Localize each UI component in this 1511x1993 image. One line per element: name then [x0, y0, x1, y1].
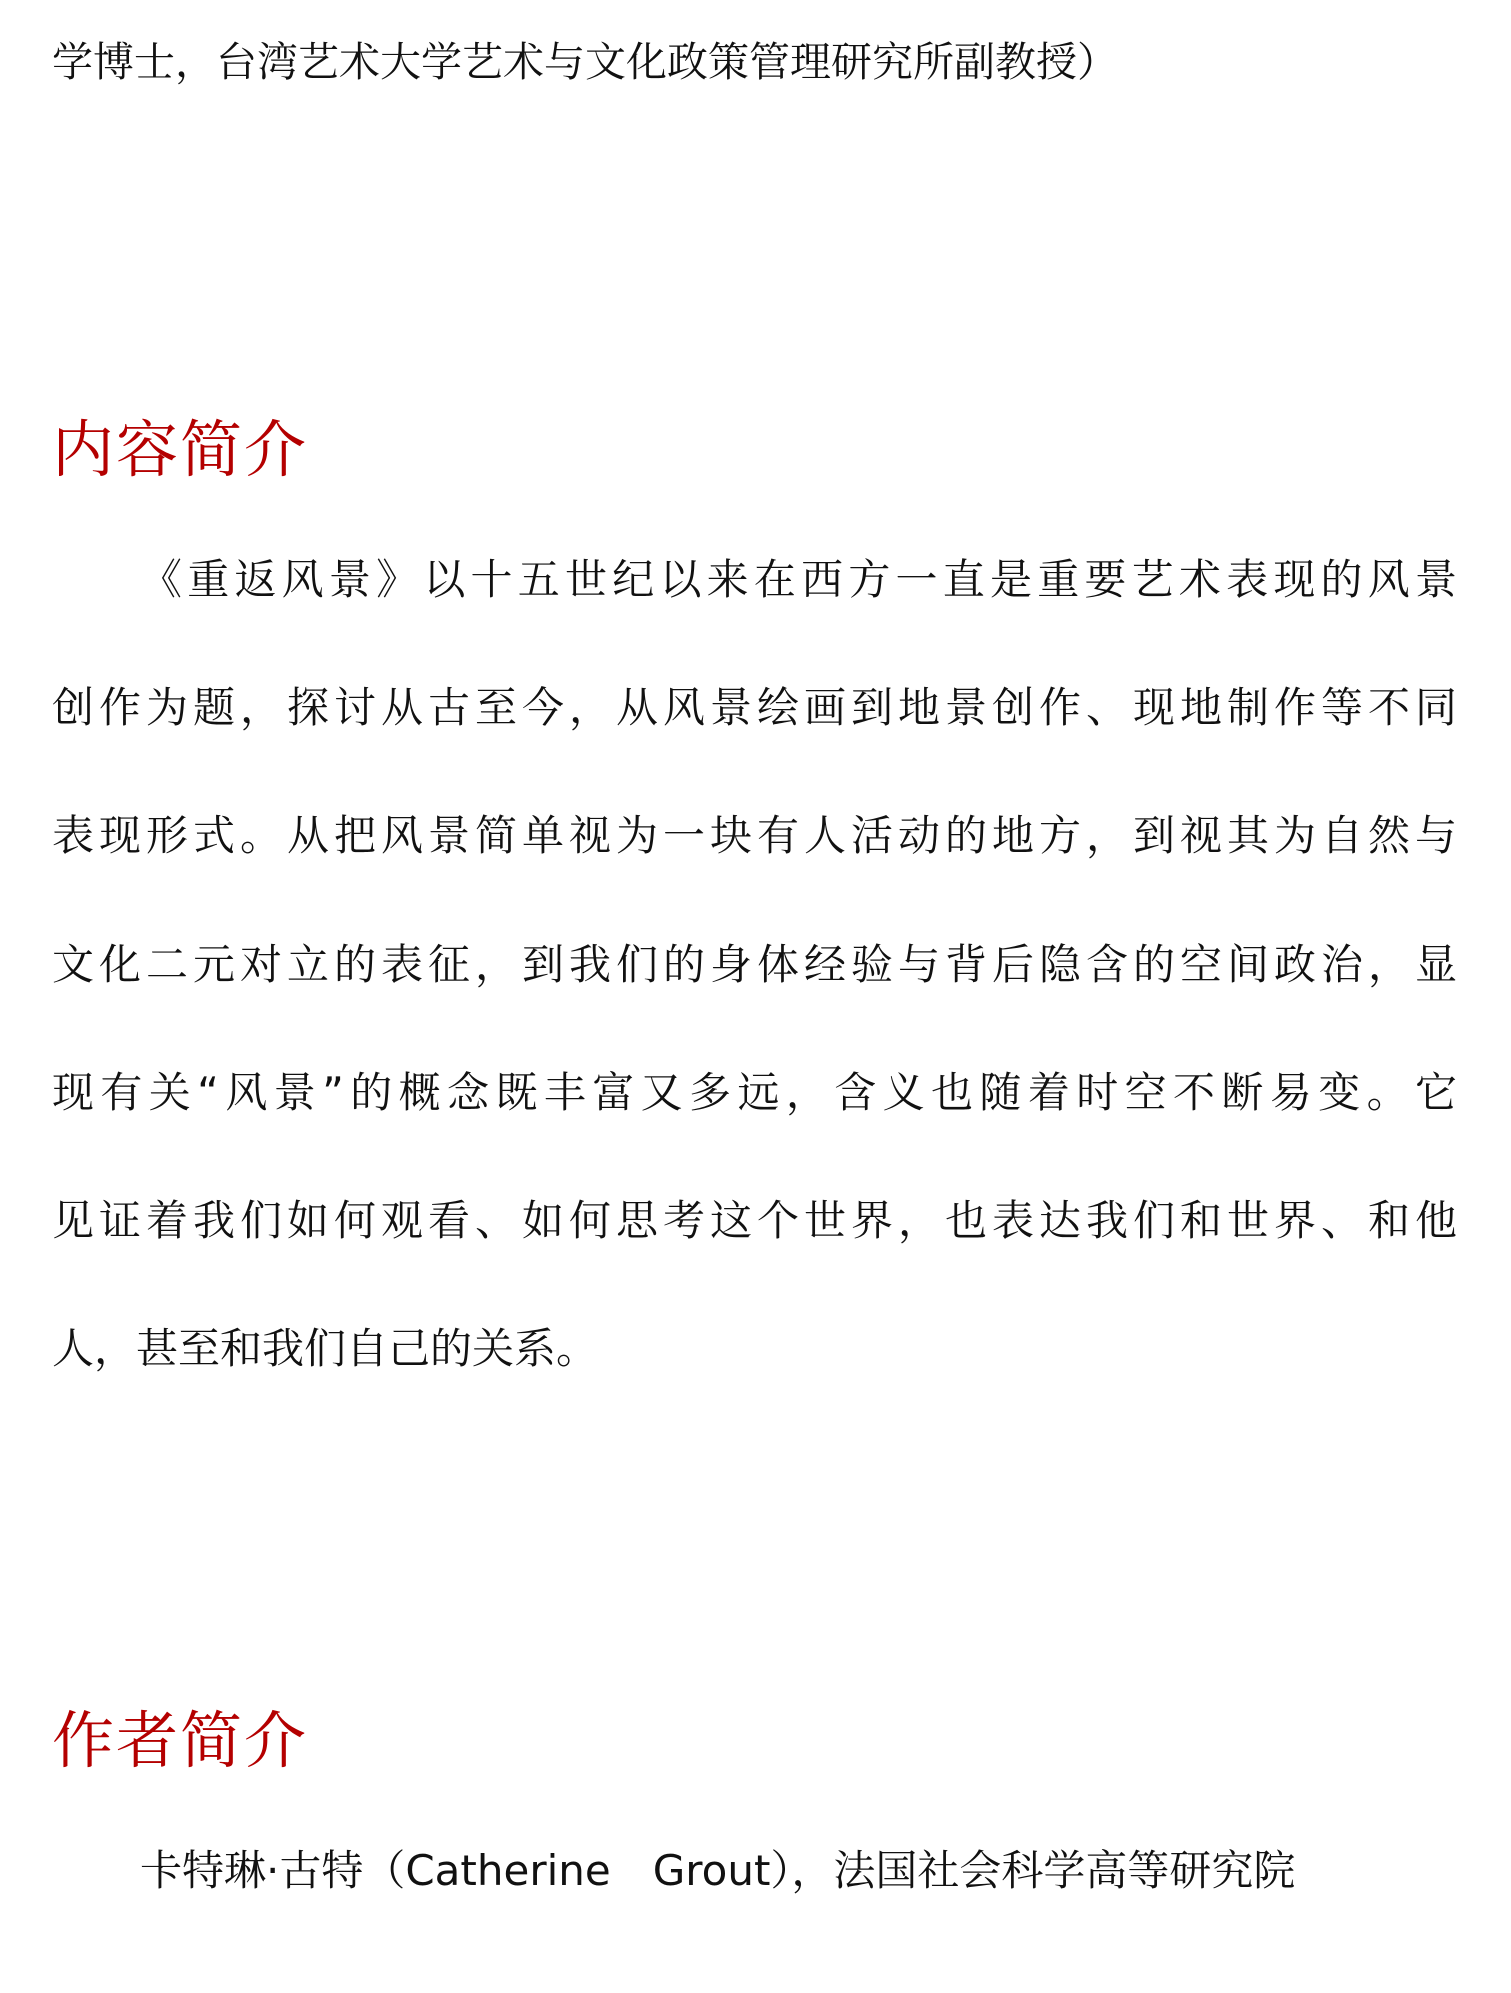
content-summary-line: 《重返风景》以十五世纪以来在西方一直是重要艺术表现的风景: [140, 555, 1457, 604]
content-summary-line: 现有关“风景”的概念既丰富又多远，含义也随着时空不断易变。它: [52, 1068, 1457, 1117]
content-summary-line: 文化二元对立的表征，到我们的身体经验与背后隐含的空间政治，显: [52, 940, 1457, 989]
content-summary-line: 表现形式。从把风景简单视为一块有人活动的地方，到视其为自然与: [52, 811, 1457, 860]
content-summary-line: 见证着我们如何观看、如何思考这个世界，也表达我们和世界、和他: [52, 1196, 1457, 1245]
author-affiliation-continued: 学博士，台湾艺术大学艺术与文化政策管理研究所副教授）: [52, 38, 1118, 86]
author-intro-line: 卡特琳·古特（Catherine Grout），法国社会科学高等研究院: [140, 1846, 1296, 1895]
content-summary-heading: 内容简介: [52, 413, 309, 486]
content-summary-line: 人，甚至和我们自己的关系。: [52, 1324, 599, 1373]
content-summary-line: 创作为题，探讨从古至今，从风景绘画到地景创作、现地制作等不同: [52, 683, 1457, 732]
author-intro-heading: 作者简介: [52, 1704, 309, 1777]
